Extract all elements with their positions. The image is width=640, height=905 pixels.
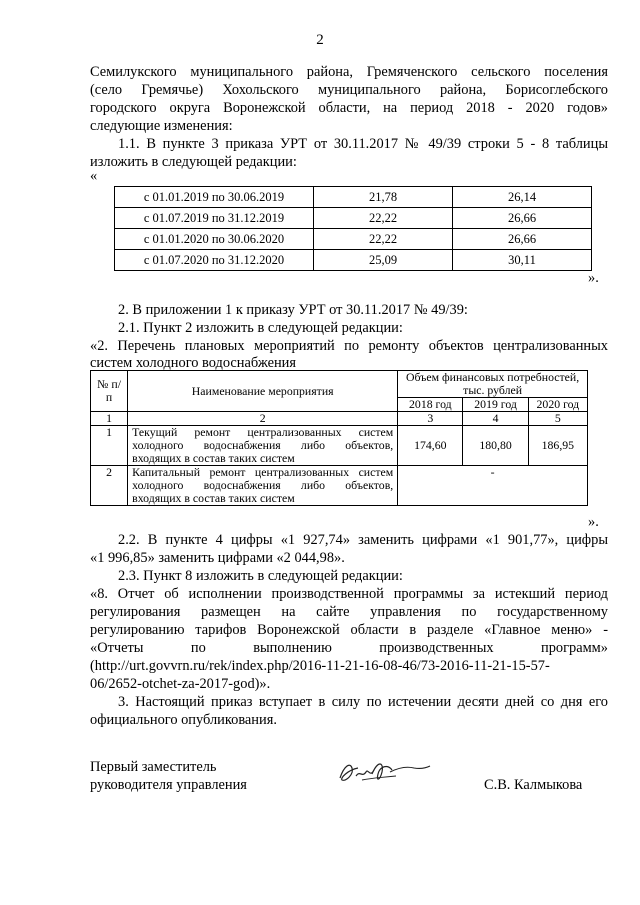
value-cell: 26,14 bbox=[453, 187, 592, 208]
intro-line: Семилукского муниципального района, Гремяченского сельского поселения bbox=[90, 64, 608, 80]
index-cell: 2 bbox=[128, 412, 398, 426]
value-cell: 22,22 bbox=[314, 208, 453, 229]
quote-open-mark: « bbox=[90, 168, 98, 184]
quote-close-mark: ». bbox=[588, 514, 599, 530]
value-cell: 22,22 bbox=[314, 229, 453, 250]
item-2-2-line: «1 996,85» заменить цифрами «2 044,98». bbox=[90, 550, 345, 566]
period-cell: с 01.07.2019 по 31.12.2019 bbox=[115, 208, 314, 229]
header-year: 2019 год bbox=[463, 398, 528, 412]
tariff-table bbox=[114, 186, 592, 271]
table-row bbox=[115, 187, 592, 208]
signer-name: С.В. Калмыкова bbox=[484, 777, 583, 793]
index-cell: 3 bbox=[398, 412, 463, 426]
intro-line: (село Гремячье) Хохольского муниципального района, Борисоглебского bbox=[90, 82, 608, 98]
value-cell: 25,09 bbox=[314, 250, 453, 271]
table-row bbox=[115, 250, 592, 271]
value-cell: 26,66 bbox=[453, 208, 592, 229]
item-8-line: «8. Отчет об исполнении производственной программы за истекший период bbox=[90, 586, 608, 602]
row-value: 174,60 bbox=[398, 426, 463, 466]
item-8-line: регулированию тарифов Воронежской области в разделе «Главное меню» - bbox=[90, 622, 608, 638]
item-1-1-line: 1.1. В пункте 3 приказа УРТ от 30.11.2017 № 49/39 строки 5 - 8 таблицы bbox=[118, 136, 608, 152]
item-8-line: «Отчеты по выполнению производственных программ» bbox=[90, 640, 608, 656]
intro-line: городского округа Воронежской области, на период 2018 - 2020 годов» bbox=[90, 100, 608, 116]
item-2-heading-line: «2. Перечень плановых мероприятий по ремонту объектов централизованных bbox=[90, 338, 608, 354]
header-volume: Объем финансовых потребностей, тыс. рублей bbox=[398, 371, 588, 398]
table-header-row bbox=[91, 371, 588, 398]
period-cell: с 01.01.2019 по 30.06.2019 bbox=[115, 187, 314, 208]
value-cell: 26,66 bbox=[453, 229, 592, 250]
page-number: 2 bbox=[316, 32, 324, 48]
header-num: № п/п bbox=[91, 371, 128, 412]
item-3-line: 3. Настоящий приказ вступает в силу по истечении десяти дней со дня его bbox=[118, 694, 608, 710]
row-name: Капитальный ремонт централизованных систем холодного водоснабжения либо объектов, входящих в состав таких систем bbox=[128, 466, 398, 506]
item-2-heading-line: систем холодного водоснабжения bbox=[90, 355, 296, 371]
item-2-1: 2.1. Пункт 2 изложить в следующей редакции: bbox=[118, 320, 403, 336]
table-row bbox=[91, 466, 588, 506]
row-value: 180,80 bbox=[463, 426, 528, 466]
item-8-line: (http://urt.govvrn.ru/rek/index.php/2016-11-21-16-08-46/73-2016-11-21-15-57- bbox=[90, 658, 550, 674]
table-row bbox=[115, 208, 592, 229]
quote-close-mark: ». bbox=[588, 270, 599, 286]
header-name: Наименование мероприятия bbox=[128, 371, 398, 412]
intro-line: следующие изменения: bbox=[90, 118, 233, 134]
index-cell: 1 bbox=[91, 412, 128, 426]
item-3-line: официального опубликования. bbox=[90, 712, 277, 728]
signer-position-line: руководителя управления bbox=[90, 777, 247, 793]
row-num: 2 bbox=[91, 466, 128, 506]
signer-position bbox=[90, 758, 247, 794]
table-row bbox=[115, 229, 592, 250]
item-2: 2. В приложении 1 к приказу УРТ от 30.11.2017 № 49/39: bbox=[118, 302, 468, 318]
repair-plan-table bbox=[90, 370, 588, 506]
item-8-line: 06/2652-otchet-za-2017-god)». bbox=[90, 676, 271, 692]
header-year: 2018 год bbox=[398, 398, 463, 412]
period-cell: с 01.07.2020 по 31.12.2020 bbox=[115, 250, 314, 271]
index-cell: 4 bbox=[463, 412, 528, 426]
row-value: 186,95 bbox=[528, 426, 587, 466]
row-num: 1 bbox=[91, 426, 128, 466]
table-row bbox=[91, 426, 588, 466]
item-1-1-line: изложить в следующей редакции: bbox=[90, 154, 297, 170]
value-cell: 21,78 bbox=[314, 187, 453, 208]
value-cell: 30,11 bbox=[453, 250, 592, 271]
signer-position-line: Первый заместитель bbox=[90, 759, 217, 775]
index-cell: 5 bbox=[528, 412, 587, 426]
item-2-3: 2.3. Пункт 8 изложить в следующей редакции: bbox=[118, 568, 403, 584]
header-year: 2020 год bbox=[528, 398, 587, 412]
item-8-line: регулирования размещен на сайте управления по государственному bbox=[90, 604, 608, 620]
row-name: Текущий ремонт централизованных систем холодного водоснабжения либо объектов, входящих в состав таких систем bbox=[128, 426, 398, 466]
handwritten-signature-icon bbox=[332, 756, 432, 790]
item-2-2-line: 2.2. В пункте 4 цифры «1 927,74» заменить цифрами «1 901,77», цифры bbox=[118, 532, 608, 548]
row-merged-value: - bbox=[398, 466, 588, 506]
table-index-row bbox=[91, 412, 588, 426]
period-cell: с 01.01.2020 по 30.06.2020 bbox=[115, 229, 314, 250]
